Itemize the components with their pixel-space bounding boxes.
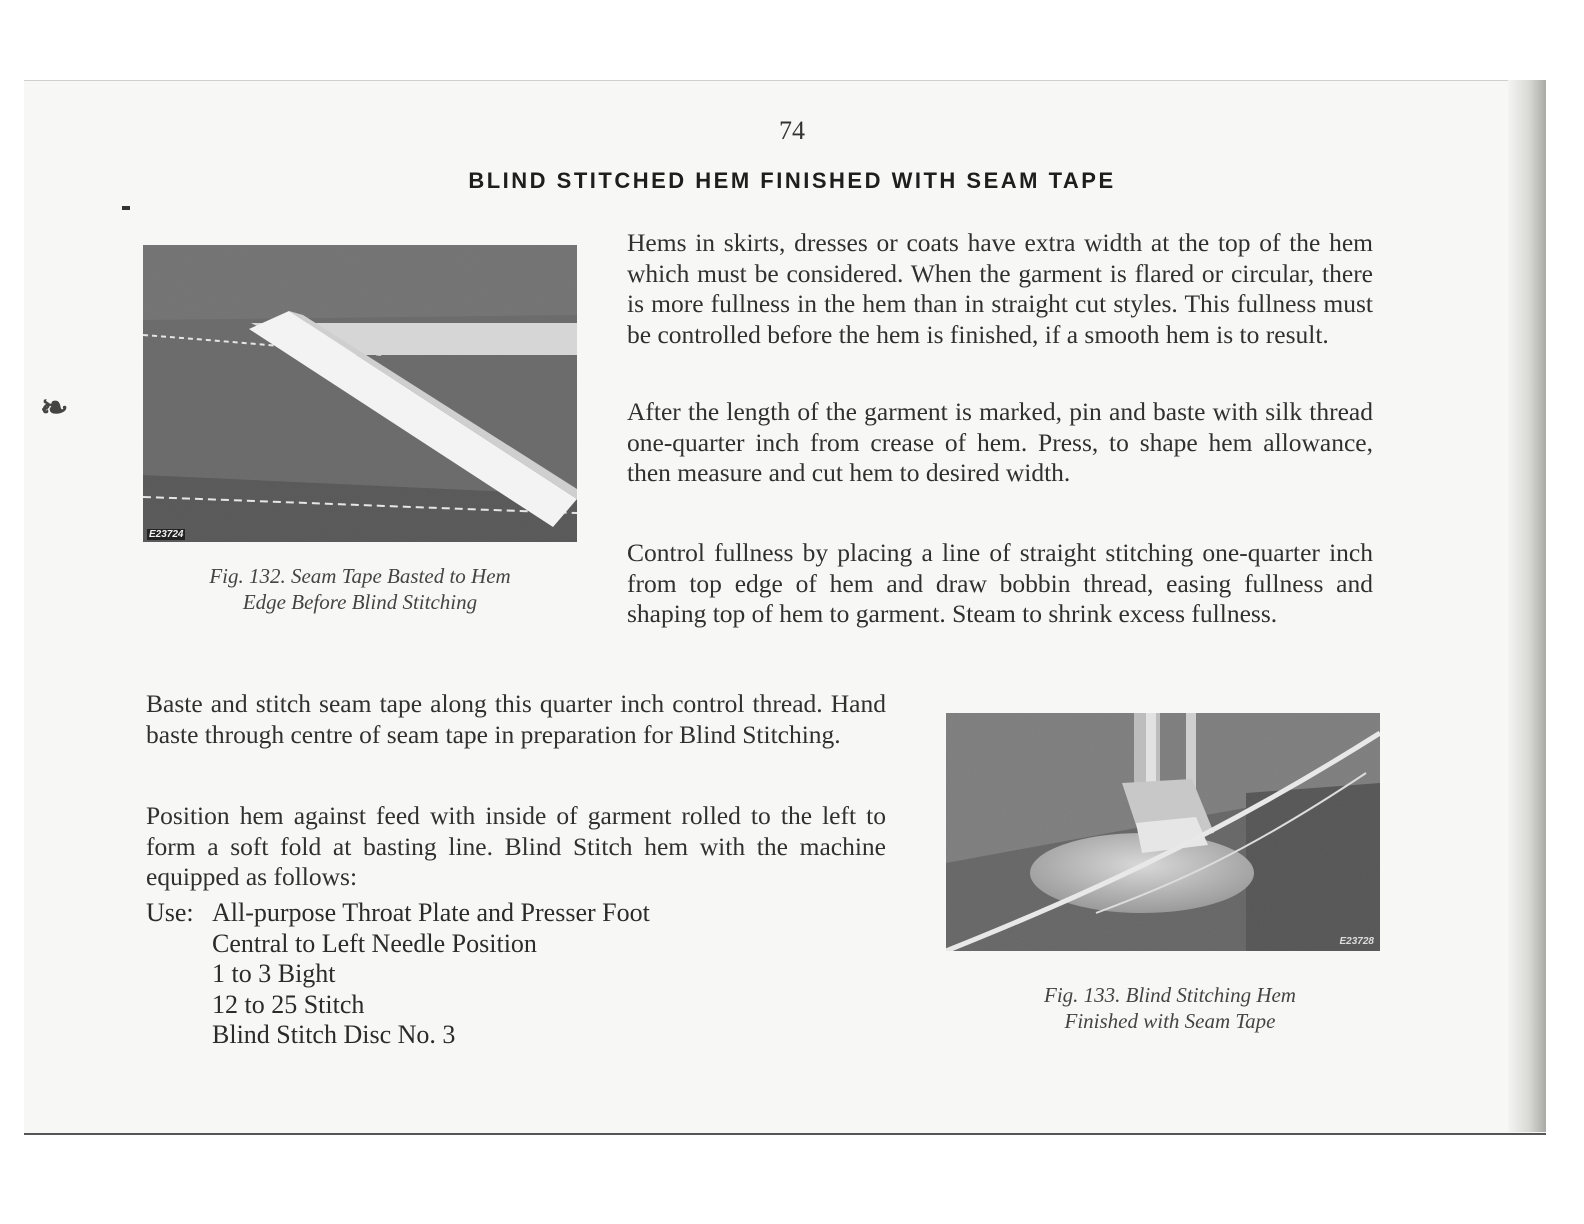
paragraph-marking: After the length of the garment is marked, pin and baste with silk thread one-quarter inch from crease of hem. Press, to shape hem allowance, then measure and cut hem to desired width. — [627, 397, 1373, 487]
figure-133-caption — [960, 982, 1380, 1034]
paragraph-seam-tape: Baste and stitch seam tape along this quarter inch control thread. Hand baste through centre of seam tape in preparation for Blind Stitching. — [146, 689, 886, 749]
page-number: 74 — [779, 116, 805, 145]
figure-132-code: E23724 — [149, 529, 184, 540]
figure-132-caption — [150, 563, 570, 615]
settings-item: Blind Stitch Disc No. 3 — [212, 1020, 456, 1049]
paragraph-hem-width: Hems in skirts, dresses or coats have extra width at the top of the hem which must be considered. When the garment is flared or circular, there is more fullness in the hem than in straight cut styles. This fullness must be controlled before the hem is finished, if a smooth hem is to result. — [627, 228, 1373, 349]
settings-item: 1 to 3 Bight — [212, 959, 336, 988]
figure-132-photo — [143, 245, 577, 542]
figure-133-code: E23728 — [1339, 936, 1374, 947]
settings-item: All-purpose Throat Plate and Presser Foot — [212, 898, 650, 927]
settings-item: Central to Left Needle Position — [212, 928, 537, 958]
settings-label: Use: — [146, 898, 194, 927]
section-title: BLIND STITCHED HEM FINISHED WITH SEAM TAPE — [468, 168, 1116, 193]
figure-132-caption-line-1: Fig. 132. Seam Tape Basted to Hem — [209, 564, 511, 588]
figure-133-photo — [946, 713, 1380, 951]
paragraph-control-fullness: Control fullness by placing a line of straight stitching one-quarter inch from top edge of hem and draw bobbin thread, easing fullness and shaping top of hem to garment. Steam to shrink excess fullness. — [627, 538, 1373, 628]
blind-stitching-illustration — [946, 713, 1380, 951]
machine-settings-list — [146, 898, 650, 1051]
paragraph-position-hem: Position hem against feed with inside of garment rolled to the left to form a soft fold at basting line. Blind Stitch hem with the machine equipped as follows: — [146, 801, 886, 891]
figure-133-caption-line-2: Finished with Seam Tape — [1064, 1009, 1276, 1033]
settings-row — [146, 898, 650, 929]
figure-132-caption-line-2: Edge Before Blind Stitching — [242, 590, 478, 614]
book-page-edge — [1508, 80, 1546, 1132]
settings-item: 12 to 25 Stitch — [212, 989, 365, 1019]
scan-speck — [122, 206, 130, 210]
figure-133-caption-line-1: Fig. 133. Blind Stitching Hem — [1044, 983, 1296, 1007]
seam-tape-illustration — [143, 245, 577, 542]
margin-mark: ❧ — [40, 390, 69, 427]
